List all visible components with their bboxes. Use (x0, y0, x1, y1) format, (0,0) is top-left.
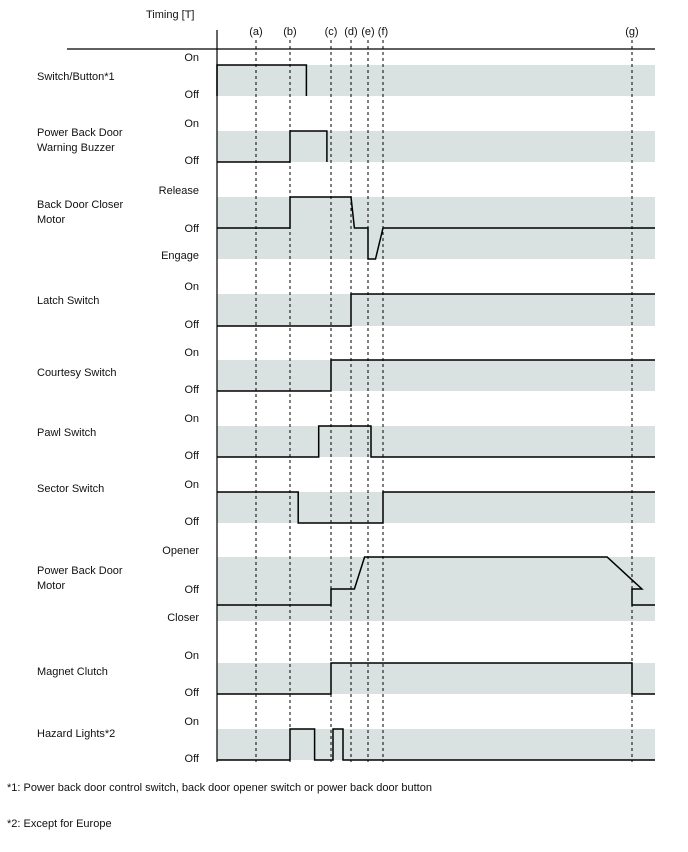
signal-labels (37, 71, 124, 740)
signal-name: Courtesy Switch (37, 367, 117, 379)
state-label: Off (184, 753, 199, 765)
signal-name: Motor (37, 580, 66, 592)
state-band (217, 360, 655, 391)
footnote-1: *1: Power back door control switch, back door opener switch or power back door button (7, 782, 432, 794)
signal-name: Sector Switch (37, 483, 105, 495)
signal-name: Pawl Switch (37, 427, 97, 439)
state-label: On (184, 281, 199, 293)
signal-name: Latch Switch (37, 295, 100, 307)
state-band (217, 197, 655, 228)
state-band (217, 65, 655, 96)
state-label: Off (184, 516, 199, 528)
timing-marker-label: (d) (344, 26, 358, 38)
state-label: Engage (161, 250, 199, 262)
signal-name: Hazard Lights*2 (37, 728, 116, 740)
state-label: Off (184, 687, 199, 699)
state-label: Closer (167, 612, 199, 624)
signal-name: Motor (37, 214, 66, 226)
state-label: On (184, 347, 199, 359)
state-label: On (184, 413, 199, 425)
timing-marker-labels (249, 26, 638, 38)
state-label: On (184, 479, 199, 491)
signal-name: Power Back Door (37, 565, 123, 577)
timing-marker-label: (c) (324, 26, 338, 38)
state-band (217, 426, 655, 457)
timing-marker-label: (f) (377, 26, 389, 38)
signal-name: Power Back Door (37, 127, 123, 139)
state-band (217, 131, 655, 162)
state-band (217, 557, 655, 589)
state-bands (217, 65, 655, 760)
signal-name: Magnet Clutch (37, 666, 108, 678)
state-label: Release (158, 185, 199, 197)
footnote-2: *2: Except for Europe (7, 818, 112, 830)
timing-marker-label: (g) (625, 26, 639, 38)
signal-name: Back Door Closer (37, 199, 124, 211)
state-labels (159, 52, 200, 765)
state-band (217, 228, 655, 259)
state-band (217, 492, 655, 523)
state-band (217, 663, 655, 694)
signal-name: Switch/Button*1 (37, 71, 115, 83)
signal-name: Warning Buzzer (37, 142, 115, 154)
timing-marker-label: (b) (283, 26, 297, 38)
state-label: Off (184, 155, 199, 167)
state-label: Opener (162, 545, 199, 557)
state-label: Off (184, 319, 199, 331)
state-band (217, 294, 655, 326)
state-label: On (184, 118, 199, 130)
state-label: Off (184, 89, 199, 101)
waveforms (217, 65, 655, 760)
state-label: On (184, 650, 199, 662)
state-label: On (184, 52, 199, 64)
timing-marker-label: (e) (361, 26, 375, 38)
state-label: Off (184, 223, 199, 235)
timing-marker-label: (a) (249, 26, 263, 38)
state-label: Off (184, 450, 199, 462)
state-label: Off (184, 584, 199, 596)
state-label: On (184, 716, 199, 728)
state-band (217, 729, 655, 760)
timing-label: Timing [T] (146, 9, 195, 21)
state-label: Off (184, 384, 199, 396)
